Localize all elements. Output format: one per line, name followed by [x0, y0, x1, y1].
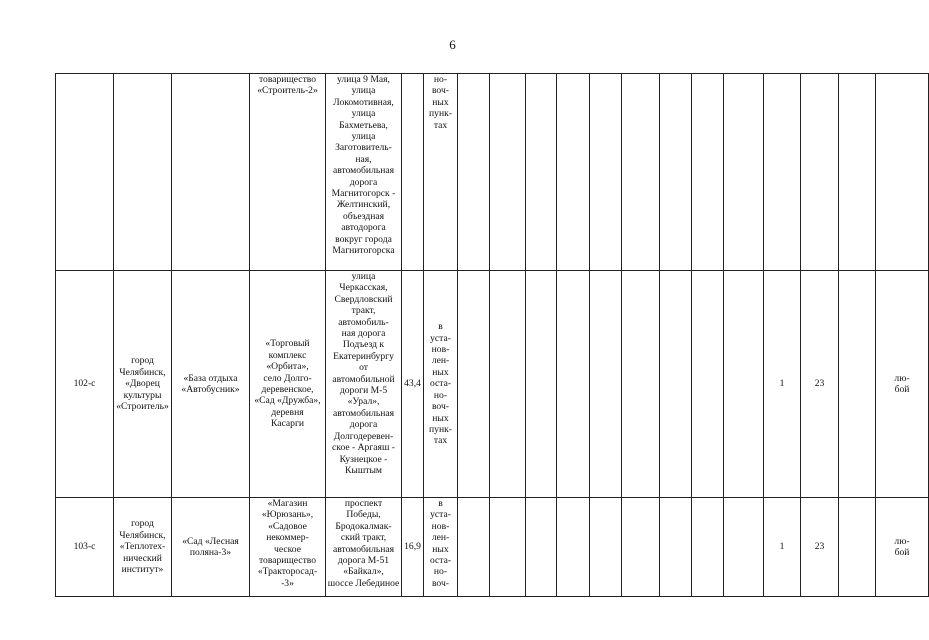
route-id-cell: 102-с [56, 271, 114, 498]
vehicle-capacity-cell: 23 [801, 271, 839, 498]
vehicle-capacity-cell [801, 74, 839, 271]
stop-order-cell: но- воч- ных пунк- тах [424, 74, 458, 271]
end-point-cell: «Сад «Лесная поляна-3» [172, 498, 250, 597]
route-id-cell: 103-с [56, 498, 114, 597]
route-table [55, 73, 929, 597]
page-number: 6 [449, 37, 456, 52]
length-cell: 43,4 [402, 271, 424, 498]
intermediate-stops-cell: «Магазин «Юрюзань», «Садовое некоммер- ческое товарищество «Трактоpосад- -3» [257, 498, 318, 589]
stop-order-cell: в уста- нов- лен- ных оста- но- воч- ных пунк- тах [424, 271, 458, 498]
vehicle-capacity-cell: 23 [801, 498, 839, 597]
streets-cell: улица Черкасская, Свердловский тракт, автомобиль- ная дорога Подъезд к Екатеринбургу от автомобильной дороги М-5 «Урал», автомобильная дорога Долгодеревен- ское - Аргаяш - Кузнецкое - Кыштым [326, 271, 402, 498]
intermediate-stops-cell: «Торговый комплекс «Орбита», село Долго- деревенское, «Сад «Дружба», деревня Касарги [250, 271, 326, 498]
length-cell [402, 74, 424, 271]
intermediate-stops-cell: товарищество «Строитель-2» [250, 74, 326, 271]
start-point-cell [114, 74, 172, 271]
streets-cell: проспект Победы, Бродокалмак- ский тракт, автомобильная дорога М-51 «Байкал», шоссе Лебединое [327, 498, 400, 589]
length-cell: 16,9 [402, 498, 424, 597]
vehicle-count-cell: 1 [764, 271, 801, 498]
vehicle-class-cell: лю- бой [876, 271, 929, 498]
route-id-cell [56, 74, 114, 271]
stop-order-cell: в уста- нов- лен- ных оста- но- воч- [429, 498, 452, 589]
start-point-cell: город Челябинск, «Теплотех- нический институт» [114, 498, 172, 597]
table-row [56, 498, 929, 597]
vehicle-count-cell [764, 74, 801, 271]
end-point-cell: «База отдыха «Автобусник» [172, 271, 250, 498]
end-point-cell [172, 74, 250, 271]
table-row [56, 74, 929, 271]
vehicle-class-cell [876, 74, 929, 271]
vehicle-count-cell: 1 [764, 498, 801, 597]
vehicle-class-cell: лю- бой [876, 498, 929, 597]
streets-cell: улица 9 Мая, улица Локомотивная, улица Бахметьева, улица Заготовитель- ная, автомобильная дорога Магнитогорск - Желтинский, объездная автодорога вокруг города Магнитогорска [326, 74, 402, 271]
table-row [56, 271, 929, 498]
start-point-cell: город Челябинск, «Дворец культуры «Строитель» [114, 271, 172, 498]
